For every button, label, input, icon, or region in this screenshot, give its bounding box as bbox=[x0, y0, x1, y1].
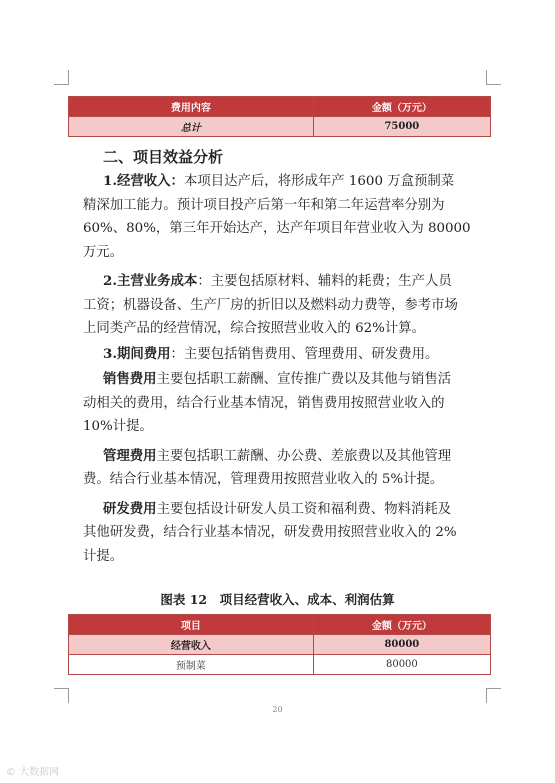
paragraph-text: ：主要包括销售费用、管理费用、研发费用。 bbox=[170, 346, 439, 362]
paragraph-admin-expense bbox=[103, 445, 486, 469]
table-row bbox=[69, 117, 491, 137]
table-cell: 75000 bbox=[313, 117, 490, 137]
paragraph-label: 销售费用 bbox=[103, 371, 157, 387]
paragraph-line: 上同类产品的经营情况，综合按照营业收入的 62%计算。 bbox=[83, 321, 426, 336]
paragraph-line: 动相关的费用，结合行业基本情况，销售费用按照营业收入的 bbox=[83, 395, 445, 411]
body-text bbox=[83, 170, 486, 568]
margin-mark-bottom-right bbox=[486, 688, 501, 703]
paragraph-line: 10%计提。 bbox=[83, 419, 153, 434]
table-header-row bbox=[69, 615, 491, 635]
paragraph-cost bbox=[103, 270, 486, 294]
table-header-cell: 金额（万元） bbox=[313, 97, 490, 117]
margin-mark-bottom-left bbox=[54, 688, 69, 703]
paragraph-label: 管理费用 bbox=[103, 447, 157, 464]
page-number: 20 bbox=[272, 705, 283, 714]
table-header-row bbox=[69, 97, 491, 117]
paragraph-text: 本项目达产后，将形成年产 1600 万盒预制菜 bbox=[183, 174, 455, 189]
margin-mark-top-left bbox=[54, 70, 69, 85]
margin-mark-top-right bbox=[486, 70, 501, 85]
table-cell: 总计 bbox=[69, 117, 314, 137]
table-cell: 80000 bbox=[313, 635, 490, 655]
paragraph-line: 费。结合行业基本情况，管理费用按照营业收入的 5%计提。 bbox=[83, 472, 444, 487]
paragraph-text: 主要包括职工薪酬、宣传推广费以及其他与销售活 bbox=[156, 372, 452, 387]
paragraph-line: 精深加工能力。预计项目投产后第一年和第二年运营率分别为 bbox=[83, 197, 445, 213]
table-row bbox=[69, 655, 491, 675]
paragraph-line: 万元。 bbox=[83, 244, 124, 260]
paragraph-line: 计提。 bbox=[83, 548, 124, 564]
paragraph-revenue bbox=[103, 170, 486, 194]
table-header-cell: 金额（万元） bbox=[313, 615, 490, 635]
table-header-cell: 项目 bbox=[69, 615, 314, 635]
paragraph-line: 其他研发费，结合行业基本情况，研发费用按照营业收入的 2% bbox=[83, 525, 457, 540]
table-row bbox=[69, 635, 491, 655]
table-cell: 预制菜 bbox=[69, 655, 314, 675]
paragraph-rd-expense bbox=[103, 498, 486, 522]
paragraph-text: 主要包括设计研发人员工资和福利费、物料消耗及 bbox=[156, 501, 452, 517]
table-caption: 图表 12 项目经营收入、成本、利润估算 bbox=[160, 592, 395, 607]
table-cell: 80000 bbox=[313, 655, 490, 675]
paragraph-text: 主要包括职工薪酬、办公费、差旅费以及其他管理 bbox=[156, 448, 452, 464]
paragraph-period-expense bbox=[103, 343, 486, 367]
watermark: © 大数据网 bbox=[6, 767, 60, 778]
paragraph-text: ：主要包括原材料、辅料的耗费；生产人员 bbox=[197, 274, 452, 289]
paragraph-label: 3.期间费用 bbox=[103, 345, 171, 362]
table-header-cell: 费用内容 bbox=[69, 97, 314, 117]
revenue-cost-table bbox=[68, 614, 491, 675]
paragraph-sales-expense bbox=[103, 368, 486, 392]
paragraph-label: 研发费用 bbox=[103, 500, 157, 517]
paragraph-label: 2.主营业务成本 bbox=[103, 273, 198, 289]
section-heading: 二、项目效益分析 bbox=[103, 148, 224, 166]
cost-total-table bbox=[68, 96, 491, 137]
paragraph-line: 60%、80%，第三年开始达产，达产年项目年营业收入为 80000 bbox=[83, 221, 471, 236]
paragraph-label: 1.经营收入： bbox=[103, 173, 184, 189]
paragraph-line: 工资；机器设备、生产厂房的折旧以及燃料动力费等，参考市场 bbox=[83, 297, 458, 313]
table-cell: 经营收入 bbox=[69, 635, 314, 655]
